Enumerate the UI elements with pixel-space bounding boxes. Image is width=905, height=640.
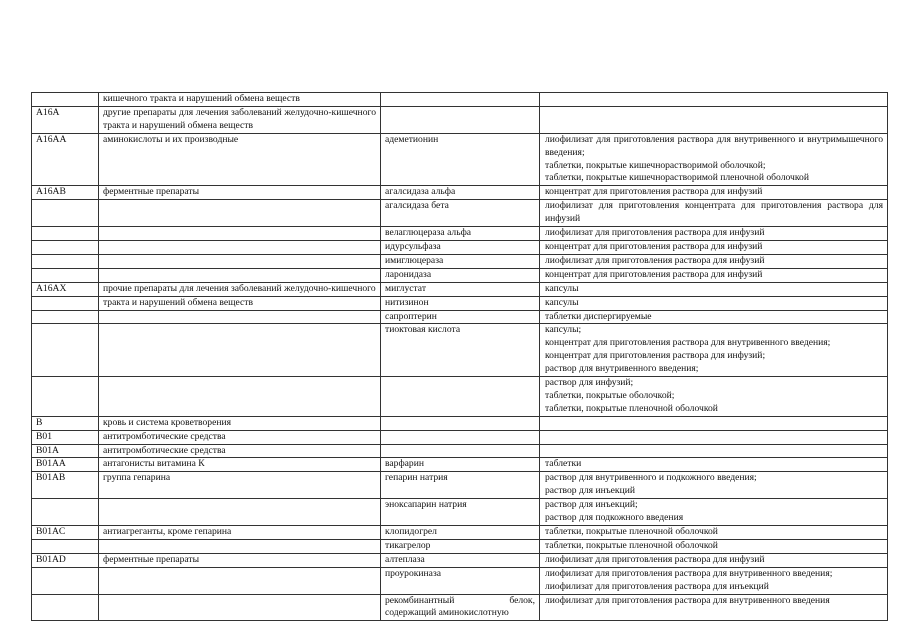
table-row	[32, 133, 888, 186]
atc-code-cell	[32, 310, 99, 324]
dosage-form-cell: капсулы; концентрат для приготовления раствора для внутривенного введения; концентрат для приготовления раствора для инфузий; раствор для внутривенного введения;	[540, 324, 888, 377]
dosage-form-cell: таблетки, покрытые пленочной оболочкой	[540, 539, 888, 553]
atc-group-cell: ферментные препараты	[99, 186, 381, 200]
table-row	[32, 268, 888, 282]
drug-name-cell: агалсидаза бета	[381, 200, 540, 227]
atc-code-cell	[32, 296, 99, 310]
dosage-form-cell: лиофилизат для приготовления раствора для инфузий	[540, 227, 888, 241]
dosage-form-cell	[540, 93, 888, 107]
atc-group-cell	[99, 594, 381, 621]
drug-name-cell: тикагрелор	[381, 539, 540, 553]
dosage-form-cell: лиофилизат для приготовления раствора для внутривенного и внутримышечного введения; таблетки, покрытые кишечнорастворимой оболочкой; таблетки, покрытые кишечнорастворимой пленочной оболочкой	[540, 133, 888, 186]
atc-code-cell: B01AD	[32, 553, 99, 567]
dosage-form-cell: концентрат для приготовления раствора для инфузий	[540, 186, 888, 200]
table-row	[32, 200, 888, 227]
drug-name-cell: миглустат	[381, 282, 540, 296]
table-row	[32, 282, 888, 296]
atc-code-cell: A16AX	[32, 282, 99, 296]
atc-group-cell	[99, 254, 381, 268]
dosage-form-cell: таблетки	[540, 458, 888, 472]
atc-code-cell: B01AA	[32, 458, 99, 472]
table-row	[32, 240, 888, 254]
drug-name-cell: агалсидаза альфа	[381, 186, 540, 200]
table-row	[32, 539, 888, 553]
table-row	[32, 458, 888, 472]
atc-code-cell	[32, 324, 99, 377]
atc-code-cell: A16AA	[32, 133, 99, 186]
table-row	[32, 444, 888, 458]
atc-group-cell: группа гепарина	[99, 472, 381, 499]
drug-name-cell	[381, 430, 540, 444]
dosage-form-cell	[540, 416, 888, 430]
table-row	[32, 416, 888, 430]
atc-code-cell: B01	[32, 430, 99, 444]
drug-table-body	[32, 93, 888, 621]
drug-name-cell: гепарин натрия	[381, 472, 540, 499]
atc-group-cell: антитромботические средства	[99, 430, 381, 444]
atc-group-cell: кишечного тракта и нарушений обмена веществ	[99, 93, 381, 107]
drug-name-cell	[381, 106, 540, 133]
drug-name-cell: рекомбинантный белок, содержащий аминокислотную	[381, 594, 540, 621]
atc-code-cell: B01AC	[32, 526, 99, 540]
drug-name-cell: клопидогрел	[381, 526, 540, 540]
drug-name-cell	[381, 93, 540, 107]
atc-group-cell: кровь и система кроветворения	[99, 416, 381, 430]
dosage-form-cell: капсулы	[540, 296, 888, 310]
atc-group-cell	[99, 567, 381, 594]
atc-group-cell	[99, 268, 381, 282]
atc-group-cell	[99, 539, 381, 553]
dosage-form-cell: лиофилизат для приготовления раствора для инфузий	[540, 553, 888, 567]
atc-code-cell	[32, 268, 99, 282]
drug-name-cell: ларонидаза	[381, 268, 540, 282]
table-row	[32, 186, 888, 200]
dosage-form-cell: таблетки, покрытые пленочной оболочкой	[540, 526, 888, 540]
drug-name-cell: эноксапарин натрия	[381, 499, 540, 526]
dosage-form-cell: лиофилизат для приготовления раствора для внутривенного введения; лиофилизат для приготовления раствора для инъекций	[540, 567, 888, 594]
drug-name-cell: сапроптерин	[381, 310, 540, 324]
drug-name-cell: алтеплаза	[381, 553, 540, 567]
atc-code-cell: B01AB	[32, 472, 99, 499]
dosage-form-cell: лиофилизат для приготовления концентрата для приготовления раствора для инфузий	[540, 200, 888, 227]
atc-code-cell	[32, 200, 99, 227]
dosage-form-cell: раствор для внутривенного и подкожного введения; раствор для инъекций	[540, 472, 888, 499]
table-row	[32, 296, 888, 310]
drug-name-cell: велаглюцераза альфа	[381, 227, 540, 241]
drug-name-cell: идурсульфаза	[381, 240, 540, 254]
atc-code-cell	[32, 594, 99, 621]
dosage-form-cell: раствор для инфузий; таблетки, покрытые оболочкой; таблетки, покрытые пленочной оболочкой	[540, 377, 888, 417]
dosage-form-cell	[540, 444, 888, 458]
atc-code-cell	[32, 539, 99, 553]
atc-group-cell: другие препараты для лечения заболеваний желудочно-кишечного тракта и нарушений обмена веществ	[99, 106, 381, 133]
dosage-form-cell	[540, 430, 888, 444]
drug-name-cell: проурокиназа	[381, 567, 540, 594]
atc-group-cell	[99, 310, 381, 324]
table-row	[32, 93, 888, 107]
drug-name-cell: тиоктовая кислота	[381, 324, 540, 377]
atc-code-cell	[32, 227, 99, 241]
drug-list-table	[31, 92, 888, 621]
atc-code-cell	[32, 567, 99, 594]
table-row	[32, 499, 888, 526]
table-row	[32, 526, 888, 540]
atc-group-cell: прочие препараты для лечения заболеваний желудочно-кишечного	[99, 282, 381, 296]
dosage-form-cell: таблетки диспергируемые	[540, 310, 888, 324]
drug-name-cell	[381, 377, 540, 417]
atc-group-cell: ферментные препараты	[99, 553, 381, 567]
atc-group-cell	[99, 324, 381, 377]
atc-group-cell	[99, 227, 381, 241]
dosage-form-cell: раствор для инъекций; раствор для подкожного введения	[540, 499, 888, 526]
dosage-form-cell	[540, 106, 888, 133]
dosage-form-cell: лиофилизат для приготовления раствора для внутривенного введения	[540, 594, 888, 621]
atc-group-cell: аминокислоты и их производные	[99, 133, 381, 186]
drug-name-cell: адеметионин	[381, 133, 540, 186]
dosage-form-cell: концентрат для приготовления раствора для инфузий	[540, 240, 888, 254]
atc-code-cell	[32, 499, 99, 526]
dosage-form-cell: концентрат для приготовления раствора для инфузий	[540, 268, 888, 282]
dosage-form-cell: капсулы	[540, 282, 888, 296]
atc-code-cell: B01A	[32, 444, 99, 458]
atc-code-cell	[32, 240, 99, 254]
drug-table-page	[31, 92, 887, 621]
atc-group-cell	[99, 377, 381, 417]
table-row	[32, 377, 888, 417]
atc-code-cell	[32, 254, 99, 268]
atc-code-cell: A16AB	[32, 186, 99, 200]
table-row	[32, 553, 888, 567]
drug-name-cell	[381, 416, 540, 430]
table-row	[32, 472, 888, 499]
table-row	[32, 324, 888, 377]
table-row	[32, 310, 888, 324]
drug-name-cell	[381, 444, 540, 458]
table-row	[32, 567, 888, 594]
table-row	[32, 106, 888, 133]
table-row	[32, 227, 888, 241]
atc-code-cell: A16A	[32, 106, 99, 133]
table-row	[32, 254, 888, 268]
atc-code-cell	[32, 93, 99, 107]
atc-code-cell	[32, 377, 99, 417]
atc-group-cell: антиагреганты, кроме гепарина	[99, 526, 381, 540]
table-row	[32, 430, 888, 444]
atc-code-cell: B	[32, 416, 99, 430]
drug-name-cell: имиглюцераза	[381, 254, 540, 268]
drug-name-cell: варфарин	[381, 458, 540, 472]
table-row	[32, 594, 888, 621]
dosage-form-cell: лиофилизат для приготовления раствора для инфузий	[540, 254, 888, 268]
atc-group-cell	[99, 499, 381, 526]
atc-group-cell	[99, 240, 381, 254]
drug-name-cell: нитизинон	[381, 296, 540, 310]
atc-group-cell: антагонисты витамина К	[99, 458, 381, 472]
atc-group-cell	[99, 200, 381, 227]
atc-group-cell: тракта и нарушений обмена веществ	[99, 296, 381, 310]
atc-group-cell: антитромботические средства	[99, 444, 381, 458]
